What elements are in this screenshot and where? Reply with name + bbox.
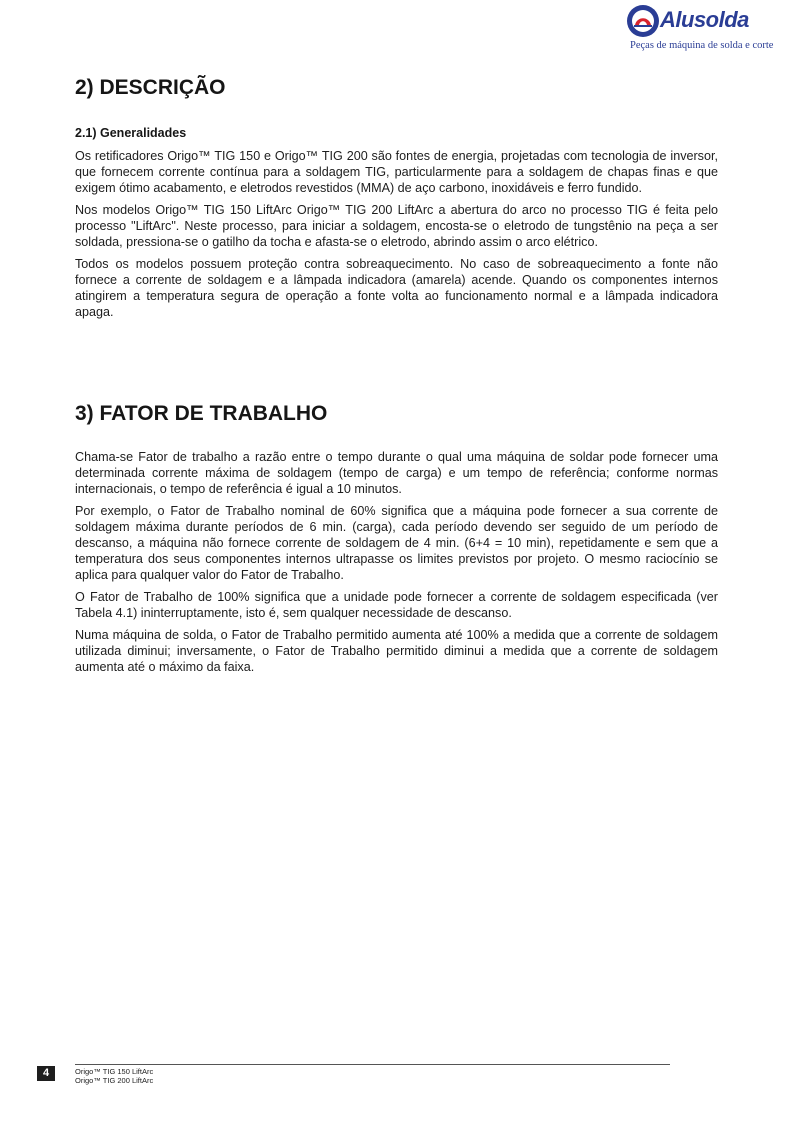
paragraph: Numa máquina de solda, o Fator de Trabalho permitido aumenta até 100% a medida que a corrente de soldagem utilizada diminui; inversamente, o Fator de Trabalho permitido diminui a medida que a corrente de soldagem aumenta até o máximo da faixa. [75, 628, 718, 674]
alusolda-emblem-icon [626, 4, 660, 38]
paragraph: Chama-se Fator de trabalho a razão entre o tempo durante o qual uma máquina de soldar pode fornecer uma determinada corrente máxima de soldagem (tempo de carga) e um tempo de referência; conforme normas internacionais, o tempo de referência é igual a 10 minutos. [75, 450, 718, 496]
paragraph: Os retificadores Origo™ TIG 150 e Origo™ TIG 200 são fontes de energia, projetadas com tecnologia de inversor, que fornecem corrente contínua para a soldagem TIG, particularmente para a soldagem de chapas finas e que exigem ótimo acabamento, e eletrodos revestidos (MMA) de aço carbono, inoxidáveis e ferro fundido. [75, 149, 718, 195]
paragraph: O Fator de Trabalho de 100% significa que a unidade pode fornecer a corrente de soldagem especificada (ver Tabela 4.1) ininterruptamente, isto é, sem qualquer necessidade de descanso. [75, 590, 718, 620]
alusolda-logo [622, 2, 774, 58]
footer-model-line: Origo™ TIG 150 LiftArc [75, 1067, 154, 1076]
paragraph: Por exemplo, o Fator de Trabalho nominal de 60% significa que a máquina pode fornecer a sua corrente de soldagem máxima durante períodos de 6 min. (carga), cada período devendo ser seguido de um período de descanso, a máquina não fornece corrente de soldagem de 4 min. (6+4 = 10 min), repetidamente e sem que a temperatura dos seus componentes internos ultrapasse os limites previstos por projeto. O mesmo raciocínio se aplica para qualquer valor do Fator de Trabalho. [75, 504, 718, 582]
descricao-body [75, 148, 718, 326]
page-number: 4 [37, 1066, 55, 1081]
fator-de-trabalho-body [75, 449, 718, 681]
logo-brand-name: Alusolda [660, 7, 749, 32]
subsection-title-generalidades: 2.1) Generalidades [75, 126, 187, 140]
paragraph: Todos os modelos possuem proteção contra sobreaquecimento. No caso de sobreaquecimento a fonte não fornece a corrente de soldagem e a lâmpada indicadora (amarela) acende. Quando os componentes internos atingirem a temperatura segura de operação a fonte volta ao funcionamento normal e a lâmpada indicadora apaga. [75, 257, 718, 319]
logo-tagline: Peças de máquina de solda e corte [630, 40, 774, 51]
footer-divider [75, 1064, 670, 1065]
paragraph: Nos modelos Origo™ TIG 150 LiftArc Origo™ TIG 200 LiftArc a abertura do arco no processo TIG é feita pelo processo "LiftArc". Neste processo, para iniciar a soldagem, encosta-se o eletrodo de tungstênio na peça a ser soldada, pressiona-se o gatilho da tocha e afasta-se o eletrodo, abrindo assim o arco elétrico. [75, 203, 718, 249]
section-title-descricao: 2) DESCRIÇÃO [75, 76, 226, 99]
section-title-fator-de-trabalho: 3) FATOR DE TRABALHO [75, 402, 328, 425]
footer-model-line: Origo™ TIG 200 LiftArc [75, 1076, 154, 1085]
